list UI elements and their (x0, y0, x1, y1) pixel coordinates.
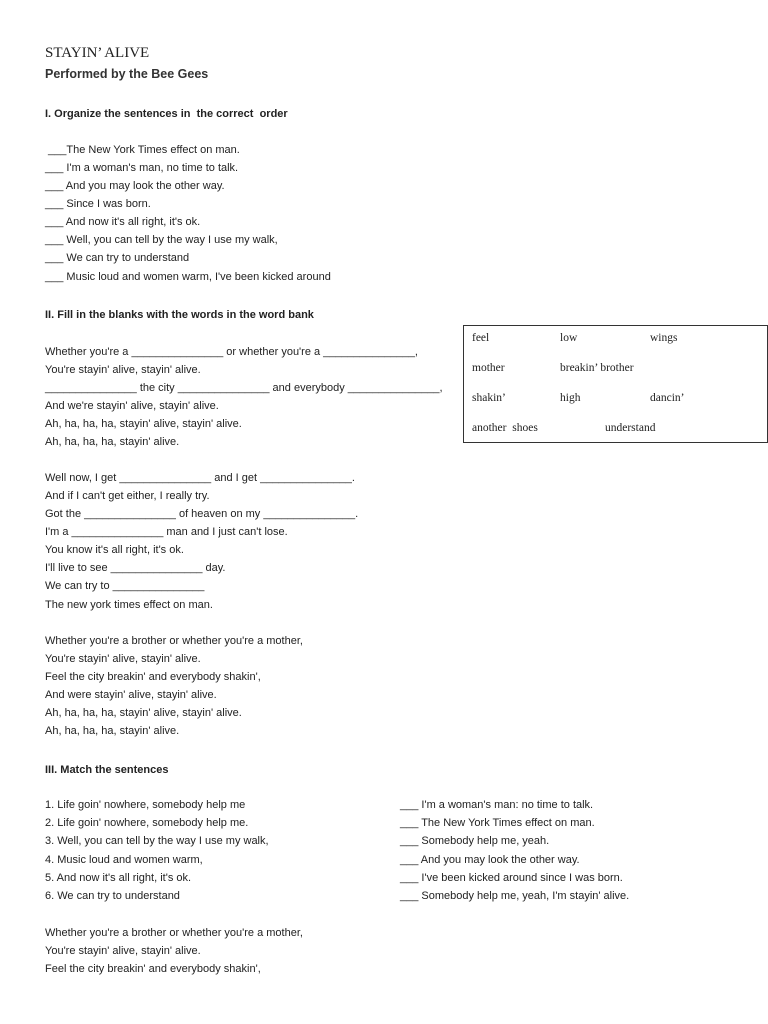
order-line: ___ Well, you can tell by the way I use my walk, (45, 234, 278, 246)
order-line: ___ We can try to understand (45, 252, 190, 264)
outro-line: Whether you're a brother or whether you're a mother, (45, 927, 303, 939)
section-2-heading: II. Fill in the blanks with the words in the word bank (45, 309, 314, 321)
lyric-line: Got the _______________ of heaven on my _______________. (45, 508, 359, 520)
match-right-item: ___ And you may look the other way. (400, 854, 580, 866)
match-right-item: ___ I've been kicked around since I was born. (400, 872, 623, 884)
match-left-item: 5. And now it's all right, it's ok. (45, 872, 192, 884)
word-bank (463, 325, 768, 443)
order-line: ___ I'm a woman's man, no time to talk. (45, 162, 239, 174)
subtitle: Performed by the Bee Gees (45, 67, 209, 81)
lyric-line: Well now, I get _______________ and I get _______________. (45, 472, 355, 484)
section-3-heading: III. Match the sentences (45, 764, 169, 776)
match-right-item: ___ Somebody help me, yeah. (400, 835, 550, 847)
order-line: ___ Since I was born. (45, 198, 151, 210)
lyric-line: _______________ the city _______________ and everybody _______________, (45, 382, 443, 394)
lyric-line: And we're stayin' alive, stayin' alive. (45, 400, 219, 412)
match-left-item: 2. Life goin' nowhere, somebody help me. (45, 817, 249, 829)
lyric-line: We can try to _______________ (45, 580, 205, 592)
match-left-item: 6. We can try to understand (45, 890, 180, 902)
match-right-item: ___ I'm a woman's man: no time to talk. (400, 799, 594, 811)
lyric-line: You know it's all right, it's ok. (45, 544, 184, 556)
lyric-line: The new york times effect on man. (45, 599, 213, 611)
word-bank-word: wings (650, 332, 678, 344)
word-bank-word: understand (605, 422, 656, 434)
lyric-line: And if I can't get either, I really try. (45, 490, 210, 502)
word-bank-word: another shoes (472, 422, 538, 434)
outro-line: Feel the city breakin' and everybody shakin', (45, 963, 261, 975)
word-bank-word: dancin’ (650, 392, 685, 404)
lyric-line: I'll live to see _______________ day. (45, 562, 226, 574)
word-bank-word: breakin’ brother (560, 362, 634, 374)
lyric-line: Whether you're a _______________ or whether you're a _______________, (45, 346, 418, 358)
match-left-item: 3. Well, you can tell by the way I use my walk, (45, 835, 269, 847)
word-bank-word: feel (472, 332, 490, 344)
lyric-line: Ah, ha, ha, ha, stayin' alive, stayin' alive. (45, 418, 242, 430)
lyric-line: You're stayin' alive, stayin' alive. (45, 364, 201, 376)
page-title: STAYIN’ ALIVE (45, 45, 150, 61)
match-right-item: ___ The New York Times effect on man. (400, 817, 595, 829)
lyric-line: Ah, ha, ha, ha, stayin' alive. (45, 436, 180, 448)
order-line: ___ Music loud and women warm, I've been kicked around (45, 271, 331, 283)
lyric-line: Whether you're a brother or whether you're a mother, (45, 635, 303, 647)
lyric-line: I'm a _______________ man and I just can't lose. (45, 526, 288, 538)
word-bank-word: low (560, 332, 578, 344)
lyric-line: Ah, ha, ha, ha, stayin' alive. (45, 725, 180, 737)
lyric-line: Feel the city breakin' and everybody shakin', (45, 671, 261, 683)
lyric-line: And were stayin' alive, stayin' alive. (45, 689, 217, 701)
match-left-item: 1. Life goin' nowhere, somebody help me (45, 799, 246, 811)
match-left-item: 4. Music loud and women warm, (45, 854, 203, 866)
word-bank-word: mother (472, 362, 505, 374)
lyric-line: You're stayin' alive, stayin' alive. (45, 653, 201, 665)
word-bank-word: shakin’ (472, 392, 506, 404)
order-line: ___ And you may look the other way. (45, 180, 225, 192)
order-line: ___The New York Times effect on man. (45, 144, 240, 156)
order-line: ___ And now it's all right, it's ok. (45, 216, 201, 228)
outro-line: You're stayin' alive, stayin' alive. (45, 945, 201, 957)
section-1-heading: I. Organize the sentences in the correct order (45, 108, 288, 120)
word-bank-word: high (560, 392, 581, 404)
match-right-item: ___ Somebody help me, yeah, I'm stayin' alive. (400, 890, 630, 902)
lyric-line: Ah, ha, ha, ha, stayin' alive, stayin' alive. (45, 707, 242, 719)
